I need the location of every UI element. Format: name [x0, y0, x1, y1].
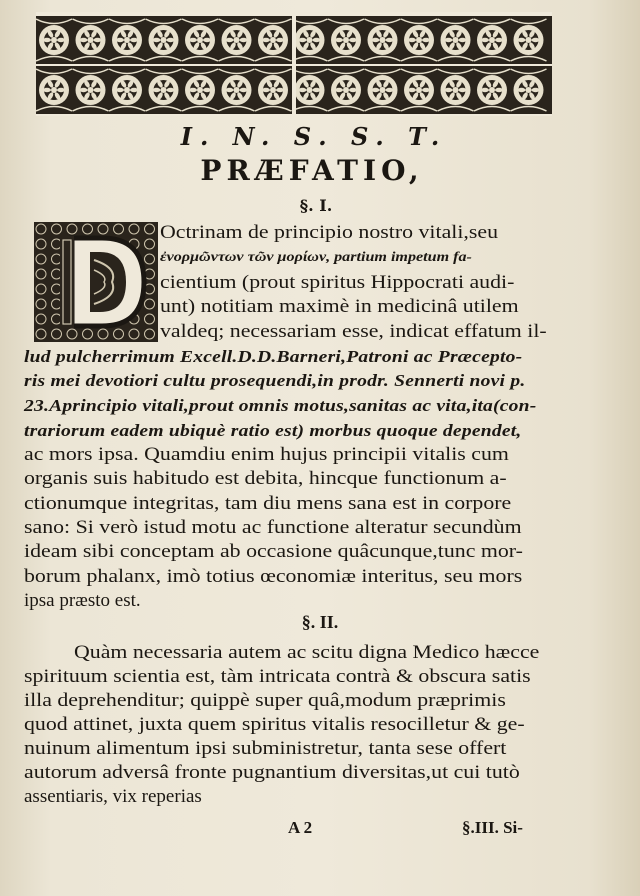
- heading-initials: I. N. S. S. T.: [180, 122, 448, 151]
- paragraph-2-line-2: spirituum scientia est, tàm intricata contrà & obscura satis: [24, 666, 531, 687]
- section-number-1: §. I.: [299, 196, 333, 215]
- paragraph-1-line-5: valdeq; necessariam esse, indicat effatum il-: [160, 321, 547, 342]
- paragraph-2-line-6: autorum adversâ fronte pugnantium diversitas,ut cui tutò: [24, 762, 520, 783]
- paragraph-1-line-8: 23.Aprincipio vitali,prout omnis motus,sanitas ac vita,ita(con-: [24, 396, 537, 415]
- paragraph-2-line-4: quod attinet, juxta quem spiritus vitalis resocilletur & ge-: [24, 714, 525, 735]
- paragraph-1-line-6: lud pulcherrimum Excell.D.D.Barneri,Patroni ac Præcepto-: [24, 347, 523, 366]
- paragraph-1-line-16: ipsa præsto est.: [24, 590, 141, 611]
- page-title: PRÆFATIO,: [200, 154, 424, 187]
- decorated-initial-d: [32, 220, 160, 344]
- paragraph-2-line-5: nuinum alimentum ipsi subministretur, tanta sese offert: [24, 738, 507, 759]
- paragraph-2-line-1: Quàm necessaria autem ac scitu digna Medico hæcce: [74, 642, 540, 663]
- paragraph-1-line-4: unt) notitiam maximè in medicinâ utilem: [160, 296, 519, 317]
- paragraph-1-line-11: organis suis habitudo est debita, hincque functionum a-: [24, 468, 507, 489]
- paragraph-2-line-3: illa deprehenditur; quippè super quâ,modum præprimis: [24, 690, 506, 711]
- paragraph-1-line-13: sano: Si verò istud motu ac functione alteratur secundùm: [24, 517, 522, 538]
- signature-mark: A 2: [288, 818, 313, 837]
- paragraph-1-line-12: ctionumque integritas, tam diu mens sana est in corpore: [24, 493, 512, 514]
- section-number-2: §. II.: [301, 612, 339, 632]
- paragraph-1-line-10: ac mors ipsa. Quamdiu enim hujus principii vitalis cum: [24, 444, 509, 465]
- paragraph-1-line-9: trariorum eadem ubiquè ratio est) morbus quoque dependet,: [24, 421, 522, 440]
- paragraph-1-line-1: Octrinam de principio nostro vitali,seu: [160, 222, 498, 243]
- ornamental-headpiece: [36, 12, 552, 116]
- paragraph-1-line-15: borum phalanx, imò totius œconomiæ interitus, seu mors: [24, 566, 523, 587]
- paragraph-1-line-14: ideam sibi conceptam ab occasione quâcunque,tunc mor-: [24, 541, 523, 562]
- paragraph-1-line-2: ἐνορμῶντων τῶν μορίων, partium impetum fa-: [160, 250, 472, 265]
- paragraph-1-line-3: cientium (prout spiritus Hippocrati audi-: [160, 272, 515, 293]
- paragraph-2-line-7: assentiaris, vix reperias: [24, 786, 202, 807]
- paragraph-1-line-7: ris mei devotiori cultu prosequendi,in prodr. Sennerti novi p.: [24, 371, 526, 390]
- catchword: §.III. Si-: [462, 818, 523, 837]
